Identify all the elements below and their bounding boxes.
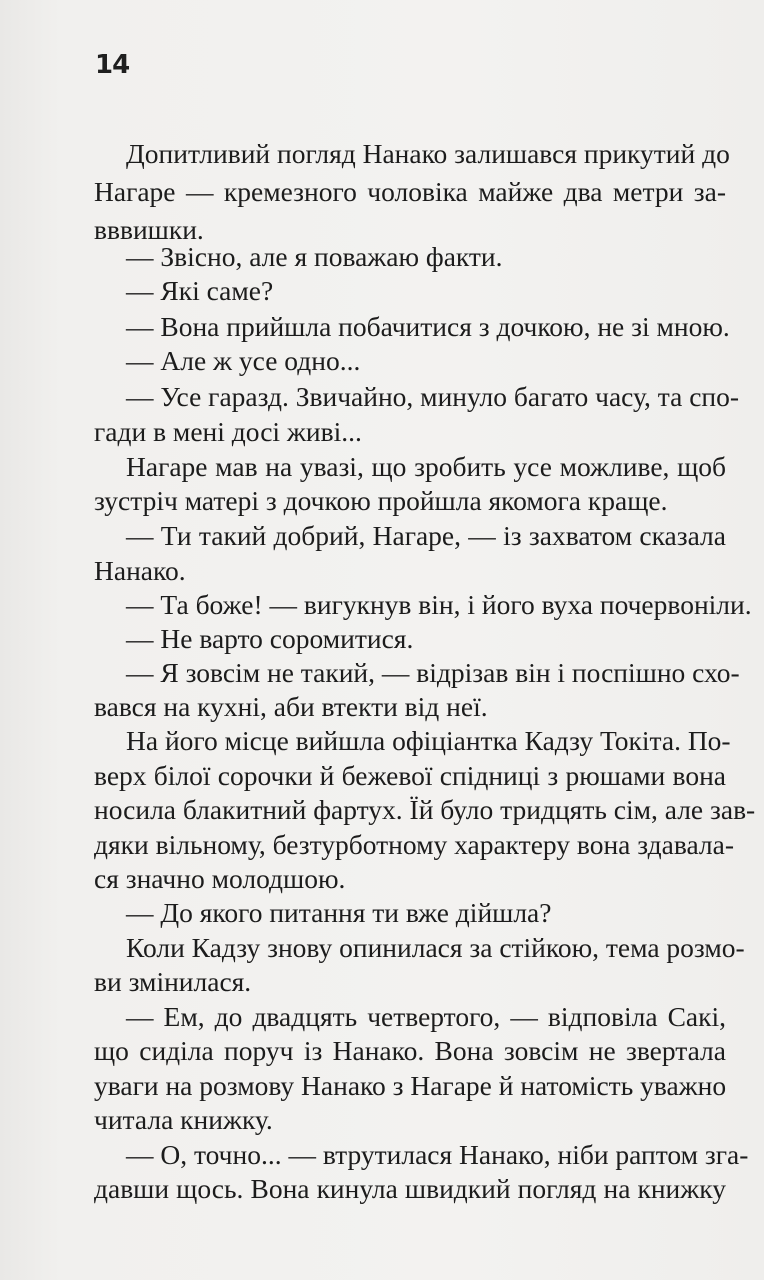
text-line: вввишки.	[94, 214, 204, 245]
text-line: Коли Кадзу знову опинилася за стійкою, тема розмо-	[126, 932, 745, 963]
text-line: вався на кухні, аби втекти від неї.	[94, 691, 488, 722]
text-line: — Які саме?	[126, 275, 274, 306]
text-line: — О, точно... — втрутилася Нанако, ніби раптом зга-	[126, 1139, 749, 1170]
text-line: Допитливий погляд Нанако залишався прикутий до	[126, 138, 730, 169]
text-line: — Не варто соромитися.	[126, 623, 414, 654]
page-number: 14	[95, 50, 130, 80]
text-line: — Вона прийшла побачитися з дочкою, не зі мною.	[126, 311, 730, 342]
text-line: що сиділа поруч із Нанако. Вона зовсім не звертала	[94, 1035, 726, 1066]
text-line: верх білої сорочки й бежевої спідниці з рюшами вона	[94, 760, 726, 791]
text-line: — Ем, до двадцять четвертого, — відповіла Сакі,	[126, 1001, 726, 1032]
text-line: уваги на розмову Нанако з Нагаре й натомість уважно	[94, 1070, 727, 1101]
text-line: — До якого питання ти вже дійшла?	[126, 897, 552, 928]
text-line: — Та боже! — вигукнув він, і його вуха почервоніли.	[126, 589, 752, 620]
text-line: ся значно молодшою.	[94, 863, 346, 894]
text-line: давши щось. Вона кинула швидкий погляд на книжку	[94, 1173, 726, 1204]
text-line: ви змінилася.	[94, 966, 252, 997]
text-line: На його місце вийшла офіціантка Кадзу Токіта. По-	[126, 725, 731, 756]
text-line: гади в мені досі живі...	[94, 416, 362, 447]
text-line: читала книжку.	[94, 1104, 273, 1135]
text-line: Нагаре — кремезного чоловіка майже два метри за-	[94, 176, 726, 207]
text-line: — Я зовсім не такий, — відрізав він і поспішно схо-	[126, 657, 740, 688]
text-line: — Але ж усе одно...	[126, 345, 361, 376]
text-line: — Звісно, але я поважаю факти.	[126, 241, 503, 272]
text-line: зустріч матері з дочкою пройшла якомога краще.	[94, 485, 668, 516]
text-line: носила блакитний фартух. Їй було тридцять сім, але зав-	[94, 794, 756, 825]
text-line: Нанако.	[94, 555, 186, 586]
text-line: дяки вільному, безтурботному характеру вона здавала-	[94, 829, 734, 860]
text-line: — Ти такий добрий, Нагаре, — із захватом сказала	[126, 520, 726, 551]
text-line: — Усе гаразд. Звичайно, минуло багато часу, та спо-	[126, 381, 740, 412]
text-line: Нагаре мав на увазі, що зробить усе можливе, щоб	[126, 451, 726, 482]
